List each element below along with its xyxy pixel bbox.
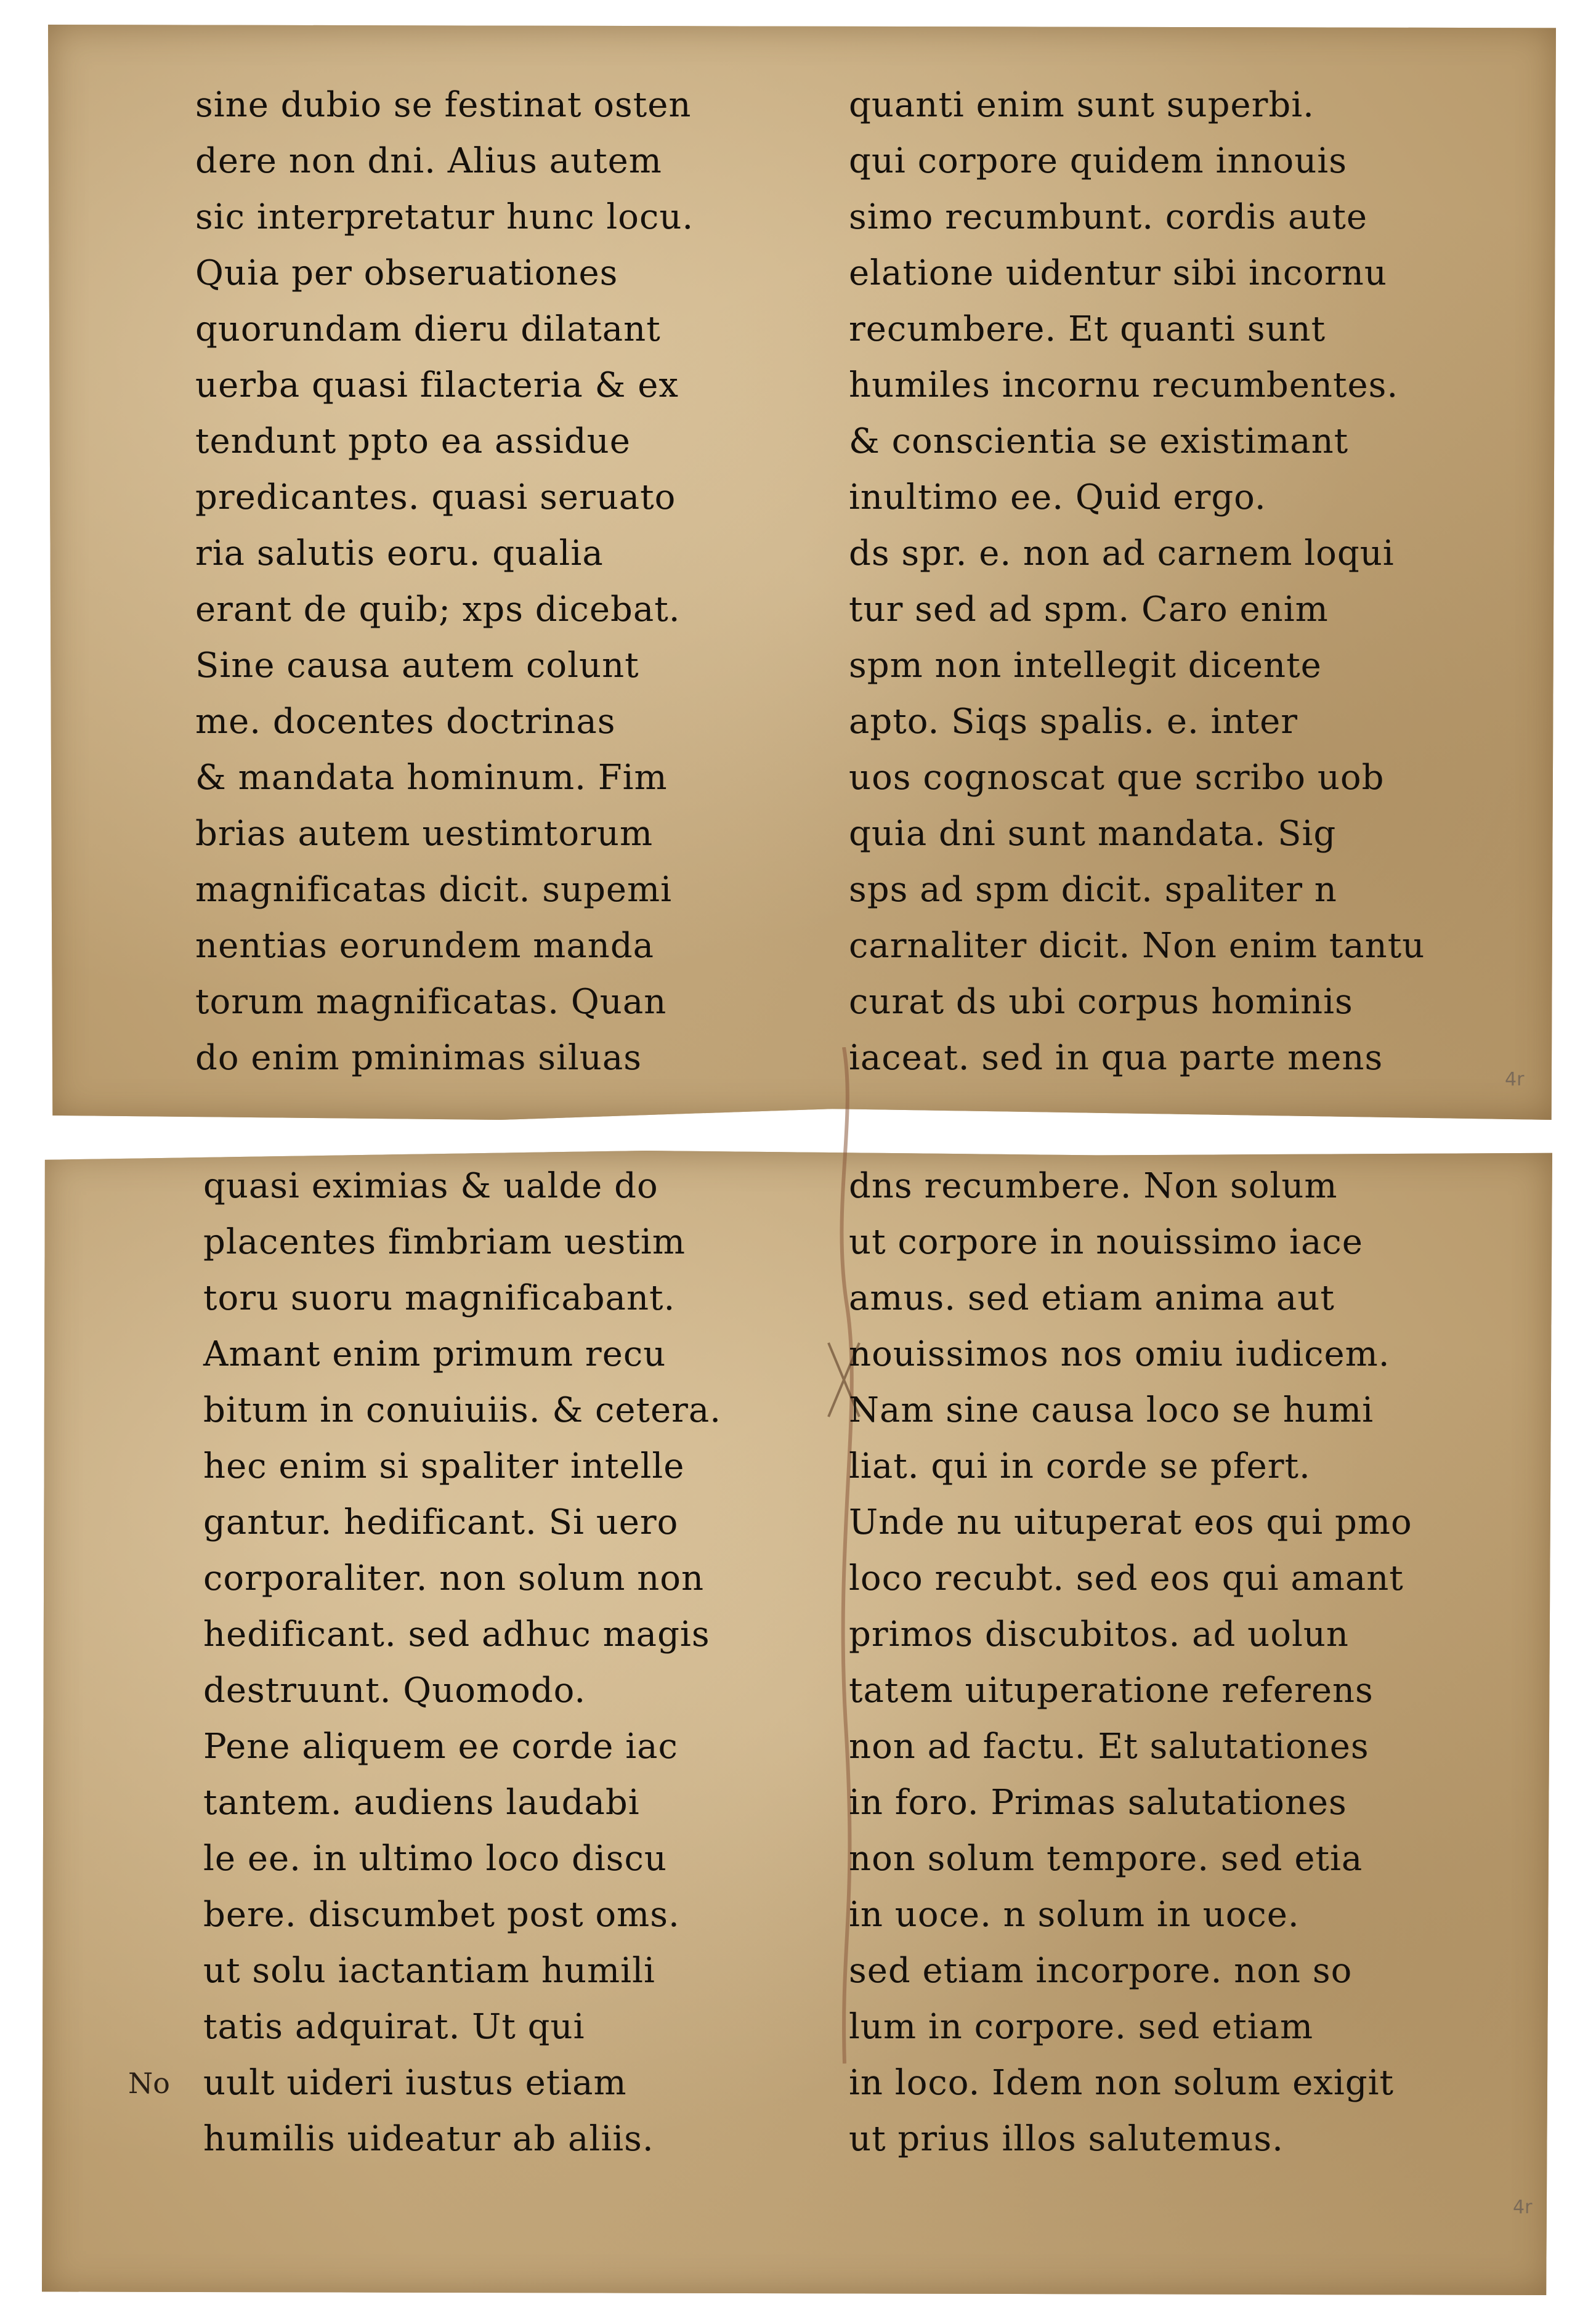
manuscript-line: loco recubt. sed eos qui amant	[849, 1558, 1404, 1598]
manuscript-line: & mandata hominum. Fim	[195, 758, 668, 798]
manuscript-line: in uoce. n solum in uoce.	[849, 1895, 1300, 1935]
manuscript-line: in foro. Primas salutationes	[849, 1783, 1347, 1823]
manuscript-line: curat ds ubi corpus hominis	[849, 982, 1353, 1022]
manuscript-line: gantur. hedificant. Si uero	[203, 1502, 679, 1542]
manuscript-line: tatis adquirat. Ut qui	[203, 2007, 585, 2047]
manuscript-line: do enim pminimas siluas	[195, 1038, 642, 1078]
manuscript-line: Pene aliquem ee corde iac	[203, 1727, 678, 1767]
top-right-text-column	[849, 77, 1425, 1086]
manuscript-line: Unde nu uituperat eos qui pmo	[849, 1502, 1412, 1542]
manuscript-line: dns recumbere. Non solum	[849, 1166, 1338, 1206]
manuscript-line: Sine causa autem colunt	[195, 646, 639, 686]
manuscript-line: ut solu iactantiam humili	[203, 1951, 655, 1991]
manuscript-line: uos cognoscat que scribo uob	[849, 758, 1385, 798]
manuscript-line: toru suoru magnificabant.	[203, 1278, 676, 1318]
manuscript-line: erant de quib; xps dicebat.	[195, 589, 681, 630]
manuscript-line: dere non dni. Alius autem	[195, 141, 662, 181]
manuscript-line: me. docentes doctrinas	[195, 702, 616, 742]
manuscript-line: iaceat. sed in qua parte mens	[849, 1038, 1383, 1078]
manuscript-line: apto. Siqs spalis. e. inter	[849, 702, 1298, 742]
manuscript-line: magnificatas dicit. supemi	[195, 870, 673, 910]
manuscript-line: sine dubio se festinat osten	[195, 85, 692, 125]
manuscript-line: inultimo ee. Quid ergo.	[849, 477, 1266, 517]
manuscript-line: tendunt ppto ea assidue	[195, 421, 631, 461]
manuscript-line: corporaliter. non solum non	[203, 1558, 705, 1598]
manuscript-line: nouissimos nos omiu iudicem.	[849, 1334, 1390, 1374]
manuscript-line: liat. qui in corde se pfert.	[849, 1446, 1311, 1486]
manuscript-line: le ee. in ultimo loco discu	[203, 1839, 667, 1879]
manuscript-line: non solum tempore. sed etia	[849, 1839, 1363, 1879]
manuscript-line: bere. discumbet post oms.	[203, 1895, 680, 1935]
manuscript-line: predicantes. quasi seruato	[195, 477, 676, 517]
manuscript-line: quorundam dieru dilatant	[195, 309, 661, 349]
manuscript-line: Amant enim primum recu	[203, 1334, 666, 1374]
manuscript-line: quasi eximias & ualde do	[203, 1166, 658, 1206]
manuscript-line: hec enim si spaliter intelle	[203, 1446, 685, 1486]
manuscript-line: ds spr. e. non ad carnem loqui	[849, 533, 1395, 573]
manuscript-line: sps ad spm dicit. spaliter n	[849, 870, 1337, 910]
manuscript-line: simo recumbunt. cordis aute	[849, 197, 1368, 237]
manuscript-line: elatione uidentur sibi incornu	[849, 253, 1387, 293]
manuscript-line: tur sed ad spm. Caro enim	[849, 589, 1329, 630]
manuscript-line: ria salutis eoru. qualia	[195, 533, 604, 573]
folio-number-top: 4r	[1505, 1069, 1525, 1090]
manuscript-line: Nam sine causa loco se humi	[849, 1390, 1374, 1430]
manuscript-line: hedificant. sed adhuc magis	[203, 1614, 710, 1655]
manuscript-line: destruunt. Quomodo.	[203, 1671, 586, 1711]
bottom-right-text-column	[849, 1158, 1412, 2167]
manuscript-line: qui corpore quidem innouis	[849, 141, 1347, 181]
marginal-note: No	[128, 2067, 170, 2100]
manuscript-line: lum in corpore. sed etiam	[849, 2007, 1314, 2047]
folio-number-bottom: 4r	[1513, 2197, 1533, 2218]
manuscript-line: sic interpretatur hunc locu.	[195, 197, 694, 237]
manuscript-line: uult uideri iustus etiam	[203, 2063, 627, 2103]
manuscript-line: brias autem uestimtorum	[195, 814, 654, 854]
manuscript-line: spm non intellegit dicente	[849, 646, 1322, 686]
manuscript-line: humiles incornu recumbentes.	[849, 365, 1399, 405]
manuscript-line: ut corpore in nouissimo iace	[849, 1222, 1363, 1262]
top-left-text-column	[195, 77, 694, 1086]
manuscript-line: & conscientia se existimant	[849, 421, 1349, 461]
manuscript-line: carnaliter dicit. Non enim tantu	[849, 926, 1425, 966]
manuscript-line: tantem. audiens laudabi	[203, 1783, 640, 1823]
manuscript-line: humilis uideatur ab aliis.	[203, 2119, 654, 2159]
manuscript-line: in loco. Idem non solum exigit	[849, 2063, 1394, 2103]
manuscript-line: ut prius illos salutemus.	[849, 2119, 1284, 2159]
manuscript-line: non ad factu. Et salutationes	[849, 1727, 1369, 1767]
manuscript-line: Quia per obseruationes	[195, 253, 618, 293]
manuscript-line: quanti enim sunt superbi.	[849, 85, 1314, 125]
manuscript-line: primos discubitos. ad uolun	[849, 1614, 1349, 1655]
manuscript-line: sed etiam incorpore. non so	[849, 1951, 1353, 1991]
bottom-left-text-column	[203, 1158, 721, 2167]
manuscript-line: quia dni sunt mandata. Sig	[849, 814, 1337, 854]
manuscript-line: nentias eorundem manda	[195, 926, 655, 966]
manuscript-line: bitum in conuiuiis. & cetera.	[203, 1390, 722, 1430]
manuscript-line: placentes fimbriam uestim	[203, 1222, 686, 1262]
manuscript-line: amus. sed etiam anima aut	[849, 1278, 1335, 1318]
manuscript-line: uerba quasi filacteria & ex	[195, 365, 679, 405]
manuscript-line: recumbere. Et quanti sunt	[849, 309, 1326, 349]
manuscript-line: tatem uituperatione referens	[849, 1671, 1374, 1711]
manuscript-line: torum magnificatas. Quan	[195, 982, 667, 1022]
